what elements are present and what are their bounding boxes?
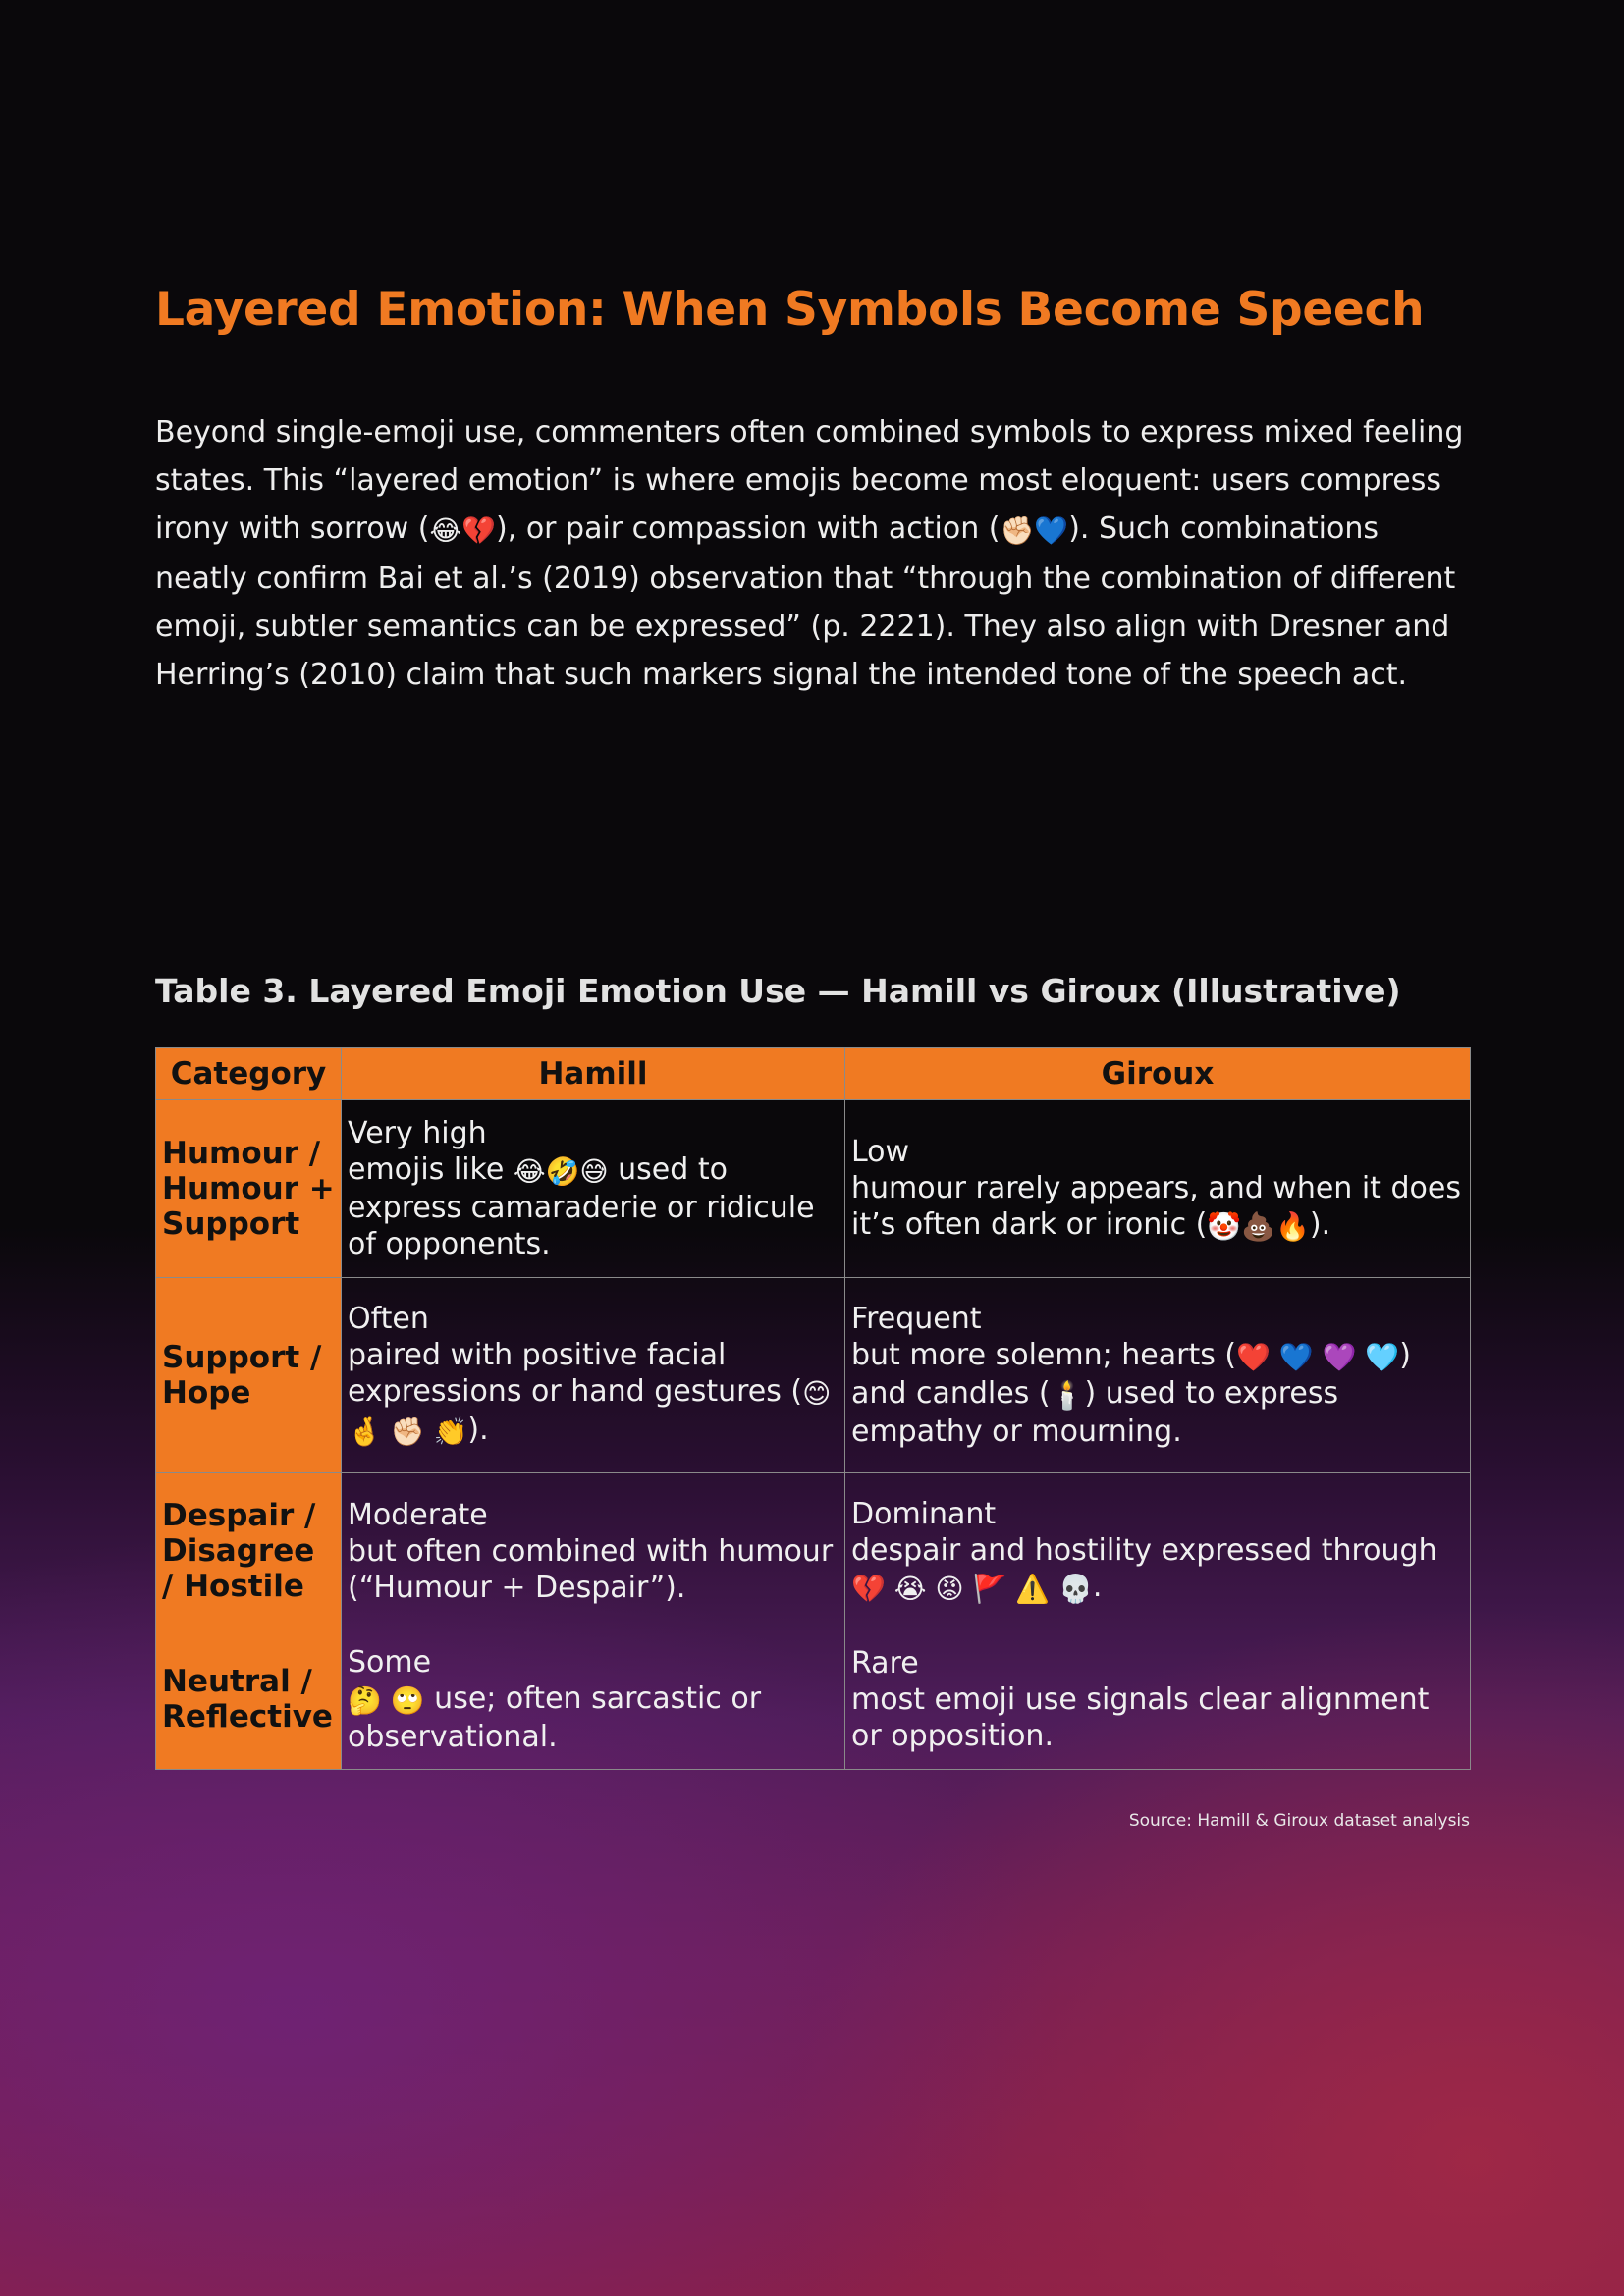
table-row — [156, 1629, 1471, 1770]
cell-text: despair and hostility expressed through — [851, 1532, 1437, 1568]
usage-level: Low — [851, 1134, 910, 1169]
category-cell: Neutral / Reflective — [156, 1629, 342, 1770]
despair-hostile-emoji-icon: 💔 😭 😡 🚩 ⚠️ 💀 — [851, 1572, 1093, 1605]
usage-level: Very high — [348, 1116, 487, 1150]
table-row — [156, 1473, 1471, 1629]
laughing-brokenheart-emoji-icon: 😂💔 — [429, 514, 497, 547]
cell-text: humour rarely appears, and when it does it’s often dark or ironic ( — [851, 1170, 1461, 1242]
hearts-emoji-icon: ❤️ 💙 💜 🩵 — [1236, 1341, 1400, 1373]
intro-paragraph — [155, 408, 1471, 699]
hamill-cell — [342, 1473, 845, 1629]
category-cell: Humour / Humour + Support — [156, 1100, 342, 1278]
cell-text: ) and candles ( — [851, 1338, 1411, 1411]
table-header-row — [156, 1048, 1471, 1100]
fist-blueheart-emoji-icon: ✊🏻💙 — [1000, 514, 1069, 547]
intro-text: Beyond single-emoji use, commenters often combined symbols to express mixed feeling states. This “layered emotion” is where emojis become most eloquent: users compress irony with sorrow ( — [155, 415, 1464, 546]
table-caption: Table 3. Layered Emoji Emotion Use — Hamill vs Giroux (Illustrative) — [155, 972, 1401, 1010]
category-cell: Despair / Disagree / Hostile — [156, 1473, 342, 1629]
emoji-emotion-table — [155, 1047, 1471, 1770]
cell-text: paired with positive facial expressions or hand gestures ( — [348, 1338, 803, 1409]
usage-level: Some — [348, 1644, 432, 1680]
smile-gesture-emoji-icon: 😊 🤞 ✊🏻 👏 — [348, 1377, 832, 1448]
cell-text: use; often sarcastic or observational. — [348, 1681, 762, 1754]
cell-text: ). — [467, 1413, 489, 1447]
giroux-cell — [845, 1473, 1471, 1629]
giroux-cell — [845, 1278, 1471, 1473]
intro-text: ). Such combinations neatly confirm Bai et al.’s (2019) observation that “through the combination of different emoji, subtler semantics can be expressed” (p. 2221). They also align with Dresner and Herring’s (2010) claim that such markers signal the intended tone of the speech act. — [155, 511, 1456, 692]
page-title: Layered Emotion: When Symbols Become Speech — [155, 283, 1425, 337]
cell-text: emojis like — [348, 1152, 514, 1187]
cell-text: most emoji use signals clear alignment or opposition. — [851, 1682, 1430, 1753]
hamill-cell — [342, 1100, 845, 1278]
giroux-cell — [845, 1629, 1471, 1770]
intro-text: ), or pair compassion with action ( — [496, 511, 1001, 546]
usage-level: Moderate — [348, 1497, 488, 1532]
candle-emoji-icon: 🕯️ — [1050, 1379, 1085, 1412]
cell-text: but more solemn; hearts ( — [851, 1338, 1237, 1372]
laughing-emoji-icon: 😂🤣😅 — [513, 1155, 609, 1188]
column-header-giroux: Giroux — [845, 1048, 1471, 1100]
usage-level: Frequent — [851, 1302, 982, 1336]
source-note: Source: Hamill & Giroux dataset analysis — [1128, 1811, 1470, 1831]
cell-text: used to express camaraderie or ridicule of opponents. — [348, 1152, 815, 1261]
usage-level: Rare — [851, 1645, 919, 1681]
hamill-cell — [342, 1278, 845, 1473]
cell-text: . — [1092, 1569, 1103, 1604]
clown-poop-fire-emoji-icon: 🤡💩🔥 — [1207, 1209, 1310, 1243]
usage-level: Often — [348, 1302, 429, 1336]
thinking-eyeroll-emoji-icon: 🤔 🙄 — [348, 1683, 425, 1717]
hamill-cell — [342, 1629, 845, 1770]
column-header-hamill: Hamill — [342, 1048, 845, 1100]
category-cell: Support / Hope — [156, 1278, 342, 1473]
cell-text: ) used to express empathy or mourning. — [851, 1376, 1339, 1449]
column-header-category: Category — [156, 1048, 342, 1100]
giroux-cell — [845, 1100, 1471, 1278]
table-row — [156, 1278, 1471, 1473]
cell-text: but often combined with humour (“Humour + Despair”). — [348, 1533, 834, 1605]
cell-text: ). — [1309, 1206, 1331, 1242]
usage-level: Dominant — [851, 1496, 997, 1531]
table-row — [156, 1100, 1471, 1278]
